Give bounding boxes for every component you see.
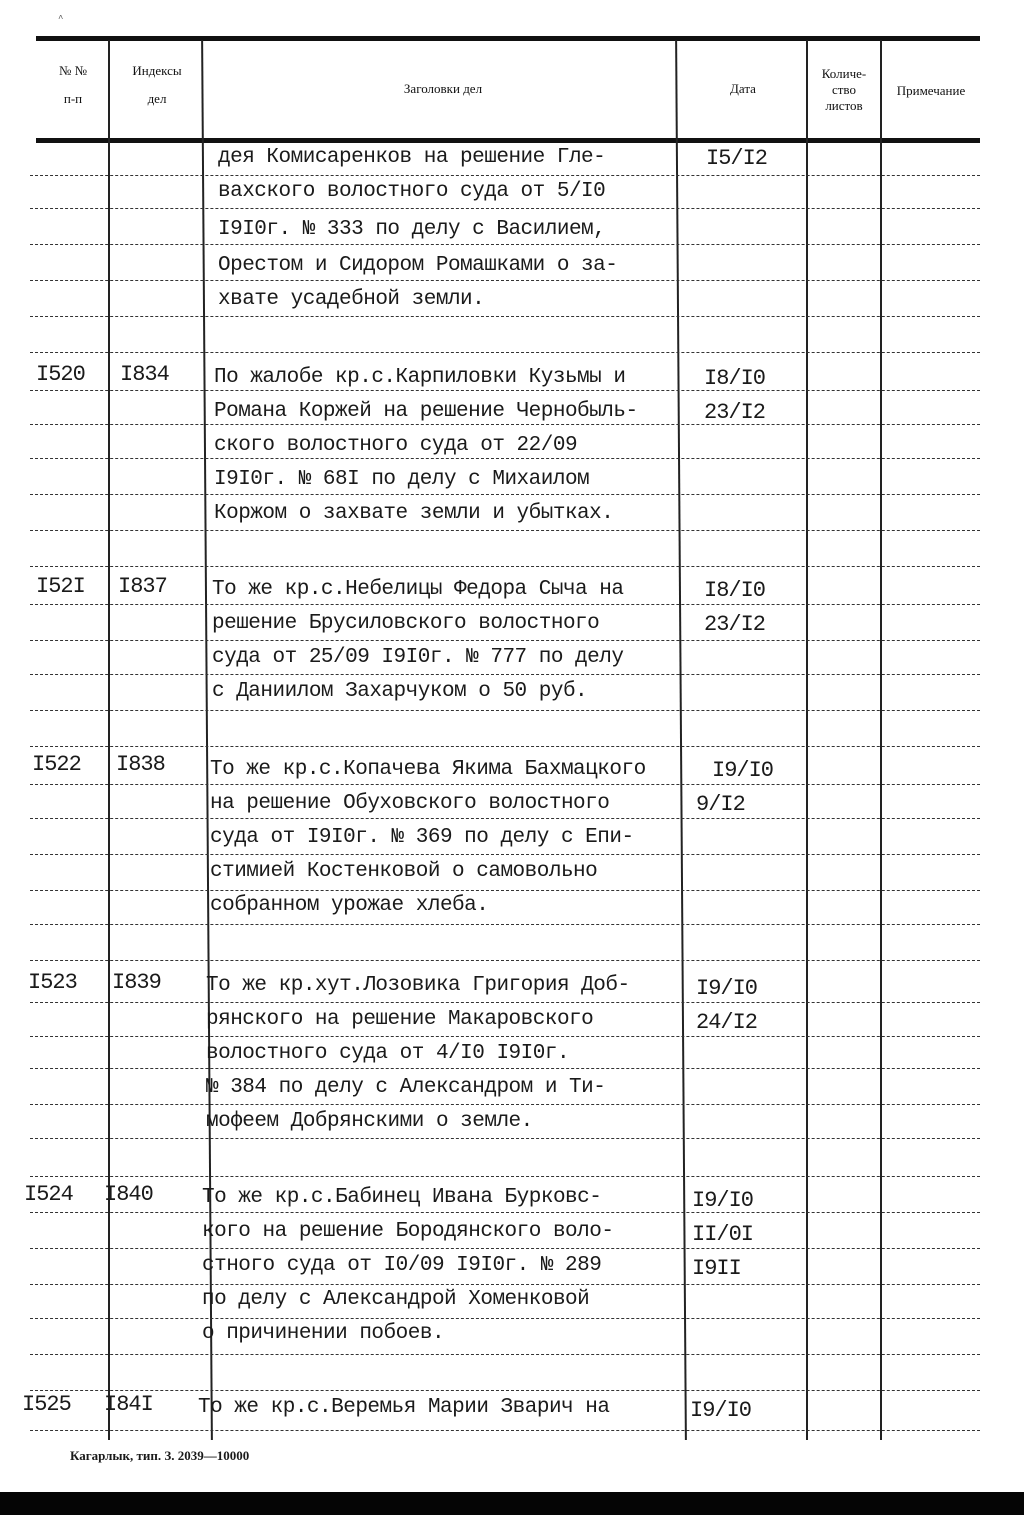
date-value: I9/I0: [690, 1398, 752, 1423]
col-divider-3: [675, 40, 686, 1440]
header-index: [110, 62, 204, 108]
scan-edge: [0, 1492, 1024, 1515]
header-title: Заголовки дел: [403, 81, 483, 96]
date-value: 23/I2: [704, 612, 766, 637]
header-num-sublabel: п-п: [63, 91, 83, 106]
date-value: I8/I0: [704, 366, 766, 391]
item-number: I525: [22, 1392, 71, 1417]
title-line: решение Брусиловского волостного: [212, 612, 600, 635]
title-line: Орестом и Сидором Ромашками о за-: [218, 254, 618, 277]
table-top-border: [36, 36, 980, 41]
title-line: вахского волостного суда от 5/I0: [218, 180, 606, 203]
title-line: дея Комисаренков на решение Гле-: [218, 146, 606, 169]
case-index: I839: [112, 970, 161, 995]
title-line: То же кр.с.Копачева Якима Бахмацкого: [210, 758, 646, 781]
title-line: на решение Обуховского волостного: [210, 792, 610, 815]
item-number: I520: [36, 362, 85, 387]
scan-mark: ^: [58, 14, 64, 24]
col-divider-1: [108, 40, 110, 1440]
title-line: стного суда от I0/09 I9I0г. № 289: [202, 1254, 602, 1277]
date-value: 24/I2: [696, 1010, 758, 1035]
header-index-label: Индексы: [132, 63, 182, 78]
date-value: I8/I0: [704, 578, 766, 603]
header-num: [40, 62, 106, 108]
case-index: I834: [120, 362, 169, 387]
date-value: 23/I2: [704, 400, 766, 425]
date-value: I9II: [692, 1256, 741, 1281]
item-number: I524: [24, 1182, 73, 1207]
col-divider-5: [880, 40, 882, 1440]
date-value: 9/I2: [696, 792, 745, 817]
date-value: II/0I: [692, 1222, 754, 1247]
date-value: I9/I0: [692, 1188, 754, 1213]
title-line: I9I0г. № 68I по делу с Михаилом: [214, 468, 590, 491]
title-line: рянского на решение Макаровского: [206, 1008, 594, 1031]
date-value: I9/I0: [712, 758, 774, 783]
title-line: стимией Костенковой о самовольно: [210, 860, 598, 883]
title-line: кого на решение Бородянского воло-: [202, 1220, 614, 1243]
item-number: I522: [32, 752, 81, 777]
header-sheets-l2: ство: [831, 82, 856, 97]
title-line: суда от I9I0г. № 369 по делу с Епи-: [210, 826, 634, 849]
title-line: Романа Коржей на решение Чернобыль-: [214, 400, 638, 423]
header-num-label: № №: [58, 63, 88, 78]
title-line: То же кр.с.Веремья Марии Зварич на: [198, 1396, 610, 1419]
case-index: I838: [116, 752, 165, 777]
item-number: I52I: [36, 574, 85, 599]
header-sheets-l3: листов: [825, 98, 863, 113]
case-index: I840: [104, 1182, 153, 1207]
title-line: мофеем Добрянскими о земле.: [206, 1110, 533, 1133]
header-date: Дата: [730, 81, 756, 96]
title-line: по делу с Александрой Хоменковой: [202, 1288, 590, 1311]
header-bottom-border: [36, 138, 980, 143]
printer-imprint: Кагарлык, тип. З. 2039—10000: [70, 1448, 250, 1463]
header-sheets: [808, 66, 880, 114]
date-value: I9/I0: [696, 976, 758, 1001]
title-line: суда от 25/09 I9I0г. № 777 по делу: [212, 646, 624, 669]
header-index-sublabel: дел: [147, 91, 167, 106]
title-line: хвате усадебной земли.: [218, 288, 485, 311]
title-line: о причинении побоев.: [202, 1322, 445, 1345]
title-line: с Даниилом Захарчуком о 50 руб.: [212, 680, 588, 703]
case-index: I84I: [104, 1392, 153, 1417]
title-line: I9I0г. № 333 по делу с Василием,: [218, 218, 606, 241]
header-note: Примечание: [896, 83, 966, 98]
title-line: № 384 по делу с Александром и Ти-: [206, 1076, 606, 1099]
title-line: То же кр.хут.Лозовика Григория Доб-: [206, 974, 630, 997]
title-line: То же кр.с.Бабинец Ивана Бурковс-: [202, 1186, 602, 1209]
title-line: собранном урожае хлеба.: [210, 894, 489, 917]
date-value: I5/I2: [706, 146, 768, 171]
header-sheets-l1: Количе-: [821, 66, 867, 81]
case-index: I837: [118, 574, 167, 599]
title-line: ского волостного суда от 22/09: [214, 434, 578, 457]
title-line: волостного суда от 4/I0 I9I0г.: [206, 1042, 570, 1065]
col-divider-4: [806, 40, 808, 1440]
title-line: По жалобе кр.с.Карпиловки Кузьмы и: [214, 366, 626, 389]
title-line: То же кр.с.Небелицы Федора Сыча на: [212, 578, 624, 601]
title-line: Коржом о захвате земли и убытках.: [214, 502, 614, 525]
item-number: I523: [28, 970, 77, 995]
